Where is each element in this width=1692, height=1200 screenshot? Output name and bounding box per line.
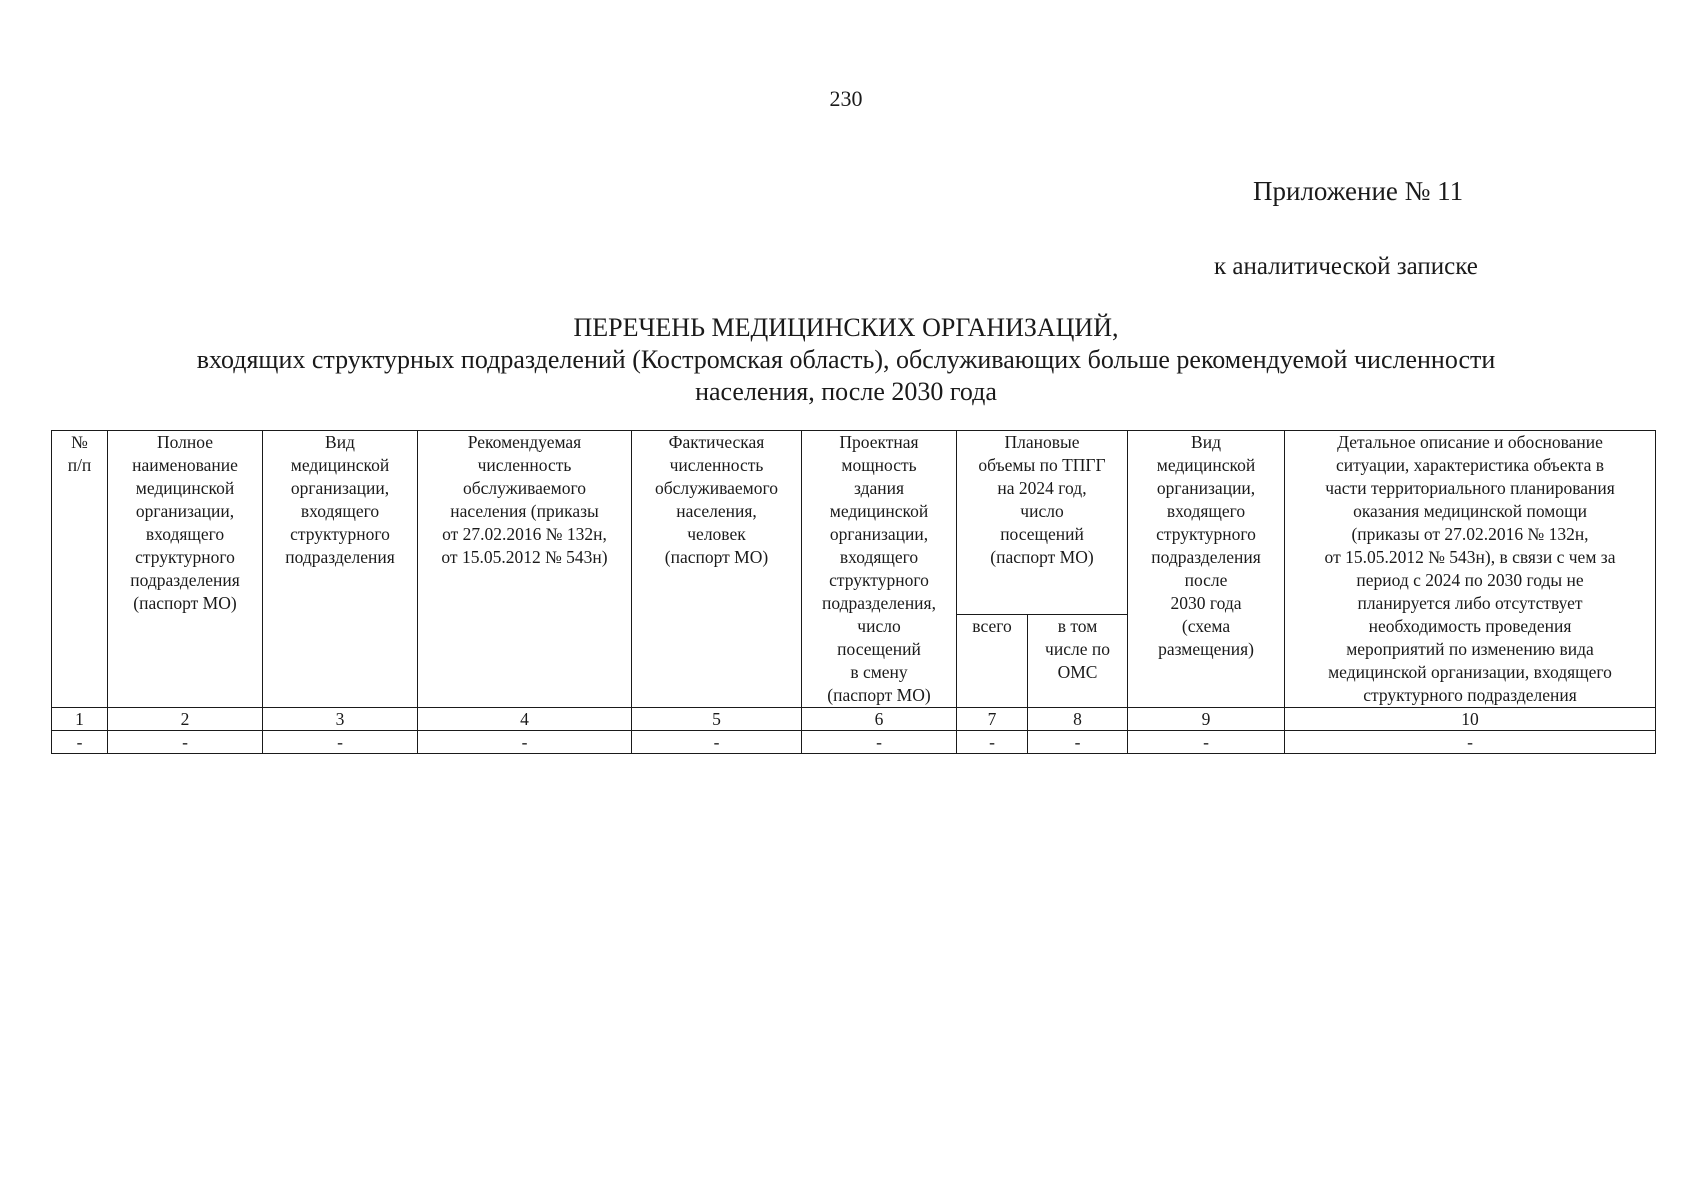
table-cell: - bbox=[632, 731, 802, 754]
table-cell: - bbox=[52, 731, 108, 754]
column-number-row bbox=[52, 708, 1656, 731]
column-number: 5 bbox=[632, 708, 802, 731]
column-number: 9 bbox=[1128, 708, 1285, 731]
column-number: 8 bbox=[1028, 708, 1128, 731]
header-design-capacity: Проектная мощность здания медицинской организации, входящего структурного подразделения, число посещений в смену (паспорт МО) bbox=[802, 431, 957, 708]
header-org-type: Вид медицинской организации, входящего структурного подразделения bbox=[263, 431, 418, 708]
page-number: 230 bbox=[829, 86, 863, 111]
header-org-type-after-2030: Вид медицинской организации, входящего структурного подразделения после 2030 года (схема размещения) bbox=[1128, 431, 1285, 708]
header-row-1 bbox=[52, 431, 1656, 615]
table-cell: - bbox=[957, 731, 1028, 754]
header-number: № п/п bbox=[52, 431, 108, 708]
header-full-name: Полное наименование медицинской организации, входящего структурного подразделения (паспорт МО) bbox=[108, 431, 263, 708]
column-number: 2 bbox=[108, 708, 263, 731]
column-number: 4 bbox=[418, 708, 632, 731]
column-number: 6 bbox=[802, 708, 957, 731]
title-line-2: входящих структурных подразделений (Костромская область), обслуживающих больше рекомендуемой численности bbox=[196, 345, 1496, 374]
table-cell: - bbox=[1285, 731, 1656, 754]
header-total: всего bbox=[957, 615, 1028, 708]
column-number: 7 bbox=[957, 708, 1028, 731]
organizations-table bbox=[51, 430, 1656, 754]
header-oms: в том числе по ОМС bbox=[1028, 615, 1128, 708]
header-recommended-population: Рекомендуемая численность обслуживаемого населения (приказы от 27.02.2016 № 132н, от 15.05.2012 № 543н) bbox=[418, 431, 632, 708]
table-row bbox=[52, 731, 1656, 754]
appendix-title: Приложение № 11 bbox=[1253, 176, 1464, 206]
title-line-1: ПЕРЕЧЕНЬ МЕДИЦИНСКИХ ОРГАНИЗАЦИЙ, bbox=[573, 313, 1119, 342]
header-actual-population: Фактическая численность обслуживаемого населения, человек (паспорт МО) bbox=[632, 431, 802, 708]
header-planned-volumes: Плановые объемы по ТПГГ на 2024 год, число посещений (паспорт МО) bbox=[957, 431, 1128, 615]
column-number: 1 bbox=[52, 708, 108, 731]
table-cell: - bbox=[1028, 731, 1128, 754]
table-cell: - bbox=[263, 731, 418, 754]
table-cell: - bbox=[418, 731, 632, 754]
table-cell: - bbox=[802, 731, 957, 754]
column-number: 10 bbox=[1285, 708, 1656, 731]
title-line-3: населения, после 2030 года bbox=[695, 377, 997, 406]
document-title bbox=[0, 312, 1692, 408]
table-cell: - bbox=[108, 731, 263, 754]
column-number: 3 bbox=[263, 708, 418, 731]
table-cell: - bbox=[1128, 731, 1285, 754]
header-description: Детальное описание и обоснование ситуации, характеристика объекта в части территориального планирования оказания медицинской помощи (приказы от 27.02.2016 № 132н, от 15.05.2012 № 543н), в связи с чем за период с 2024 по 2030 годы не планируется либо отсутствует необходимость проведения мероприятий по изменению вида медицинской организации, входящего структурного подразделения bbox=[1285, 431, 1656, 708]
appendix-subtitle: к аналитической записке bbox=[1214, 253, 1478, 280]
